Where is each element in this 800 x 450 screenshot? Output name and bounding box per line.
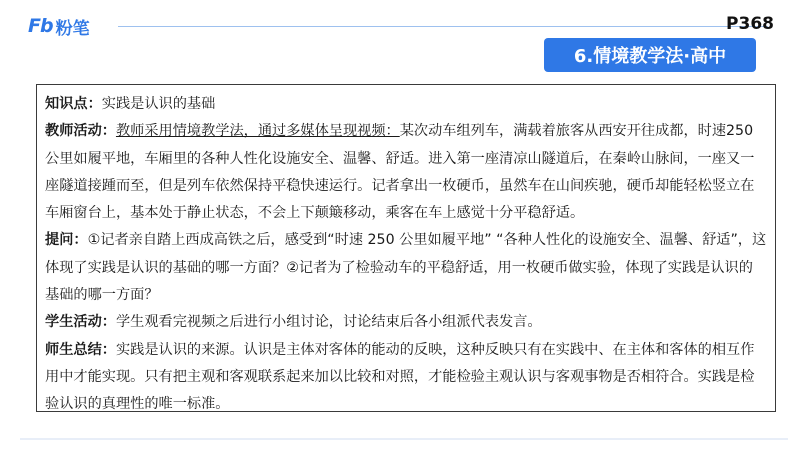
page-number: P368	[726, 14, 774, 34]
teacher-method: 教师采用情境教学法，通过多媒体呈现视频：	[115, 123, 400, 140]
summary-label: 师生总结：	[45, 341, 116, 358]
fenbi-logo	[28, 14, 90, 38]
slide	[20, 8, 788, 440]
header-divider	[118, 26, 768, 27]
teacher-activity	[45, 118, 767, 227]
student-label: 学生活动：	[45, 314, 116, 331]
knowledge-label: 知识点：	[45, 96, 102, 112]
question	[45, 227, 767, 309]
slide-bottom-edge	[20, 438, 788, 440]
question-label: 提问：	[45, 232, 88, 249]
section-tag	[544, 38, 756, 72]
knowledge-text: 实践是认识的基础	[101, 96, 216, 112]
teacher-text: 某次动车组列车，满载着旅客从西安开往成都，时速250 公里如履平地，车厢里的各种人性化设施安全、温馨、舒适。进入第一座清凉山隧道后，在秦岭山脉间，一座又一座隧道接踵而至，但是列车依然保持平稳快速运行。记者拿出一枚硬币，虽然车在山间疾驰，硬币却能轻松竖立在车厢窗台上，基本处于静止状态，不会上下颠簸移动，乘客在车上感觉十分平稳舒适。	[45, 123, 755, 222]
summary-text: 实践是认识的来源。认识是主体对客体的能动的反映，这种反映只有在实践中、在主体和客体的相互作用中才能实现。只有把主观和客观联系起来加以比较和对照，才能检验主观认识与客观事物是否相符合。实践是检验认识的真理性的唯一标准。	[45, 341, 755, 413]
section-tag-label: 6.情境教学法·高中	[573, 46, 727, 67]
knowledge-point	[45, 91, 767, 118]
logo-text: 粉笔	[55, 18, 90, 39]
lesson-content-box	[36, 84, 776, 412]
logo-mark: Fb	[28, 15, 53, 37]
student-text: 学生观看完视频之后进行小组讨论，讨论结束后各小组派代表发言。	[115, 314, 542, 331]
question-text: ①记者亲自踏上西成高铁之后，感受到“时速 250 公里如履平地” “各种人性化的设施安全、温馨、舒适”，这体现了实践是认识的基础的哪一方面？②记者为了检验动车的平稳舒适，用一枚硬币做实验，体现了实践是认识的基础的哪一方面？	[45, 232, 767, 304]
summary	[45, 337, 767, 419]
teacher-label: 教师活动：	[45, 123, 116, 140]
student-activity	[45, 309, 767, 336]
